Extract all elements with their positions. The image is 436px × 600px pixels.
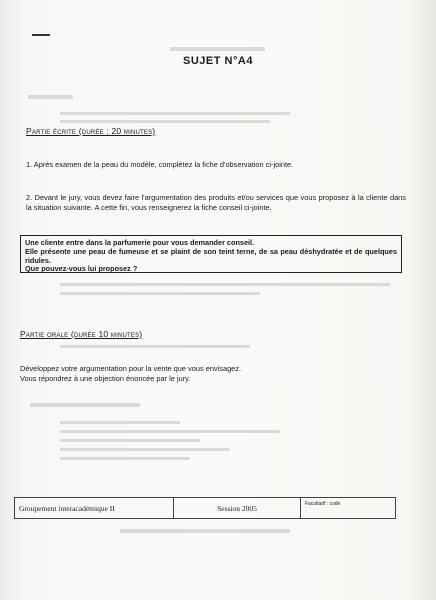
situation-line-1: Une cliente entre dans la parfumerie pour vous demander conseil. [25, 238, 255, 247]
footer-session: Session 2005 [174, 498, 301, 518]
situation-line-2: Elle présente une peau de fumeuse et se plaint de son teint terne, de sa peau déshydratée et de quelques ridules. [25, 246, 397, 265]
footer-optional-code: Facultatif : code [305, 501, 341, 507]
footer-group: Groupement interacadémique II [15, 498, 174, 518]
bleed-through [28, 95, 73, 99]
bleed-through [30, 403, 140, 407]
bleed-through [60, 292, 260, 295]
corner-mark [32, 34, 50, 36]
oral-part-heading: Partie orale (durée 10 minutes) [20, 329, 143, 339]
bleed-through [60, 112, 290, 115]
bleed-through [60, 421, 180, 424]
bleed-through [60, 120, 270, 123]
oral-line-2: Vous répondrez à une objection énoncée par le jury. [20, 373, 191, 383]
subject-title: SUJET N°A4 [183, 55, 253, 67]
bleed-through [60, 439, 200, 442]
written-part-heading: Partie écrite (durée : 20 minutes) [26, 126, 156, 136]
situation-box [20, 235, 402, 273]
bleed-through [170, 47, 265, 51]
oral-line-1: Développez votre argumentation pour la vente que vous envisagez. [20, 364, 242, 373]
question-2: 2. Devant le jury, vous devez faire l'argumentation des produits et/ou services que vous proposez à la cliente dans la situation suivante. A cette fin, vous renseignerez la fiche conseil ci-jointe. [26, 193, 406, 212]
bleed-through [60, 283, 390, 286]
footer-table [14, 497, 396, 519]
bleed-through [60, 345, 250, 348]
bleed-through [120, 529, 290, 533]
question-1: 1. Après examen de la peau du modèle, complétez la fiche d'observation ci-jointe. [26, 160, 294, 169]
bleed-through [60, 430, 280, 433]
oral-instructions [20, 364, 400, 383]
bleed-through [60, 457, 190, 460]
situation-question: Que pouvez-vous lui proposez ? [25, 264, 138, 274]
bleed-through [60, 448, 230, 451]
